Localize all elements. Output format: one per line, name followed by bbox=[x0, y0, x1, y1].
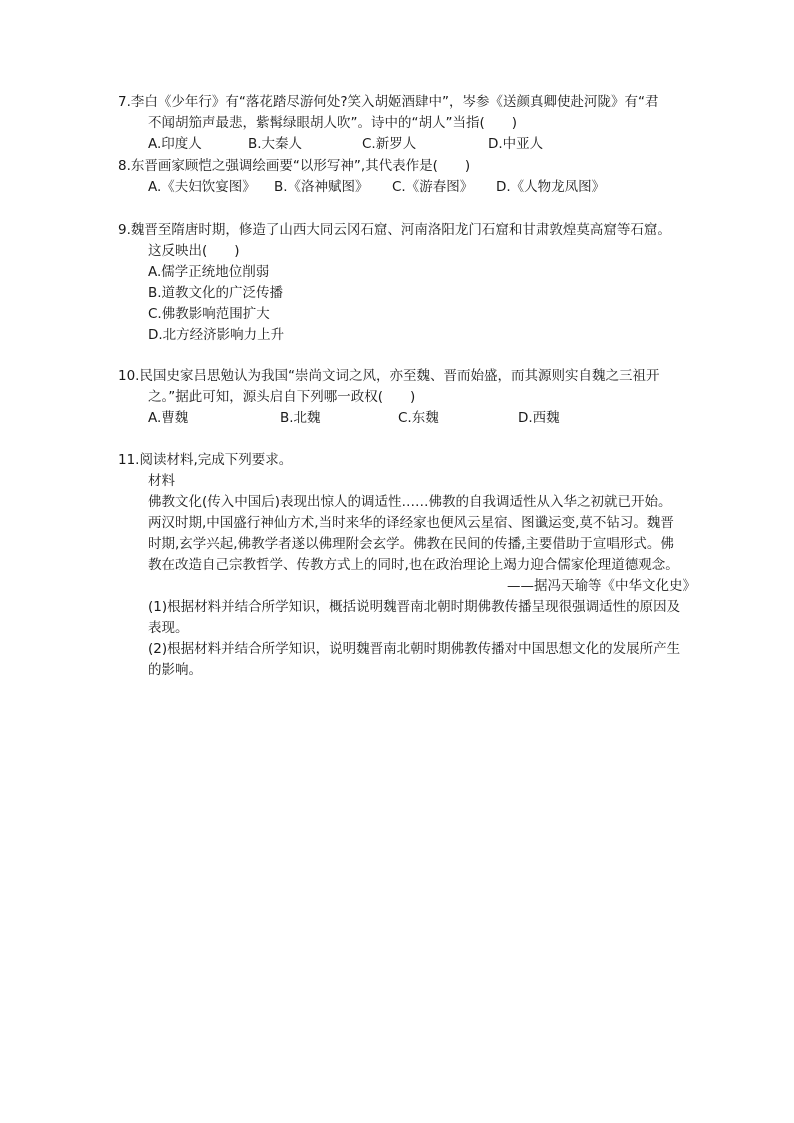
question-7-option-d: D.中亚人 bbox=[488, 136, 544, 152]
question-11-stem: 11.阅读材料,完成下列要求。 bbox=[118, 452, 293, 468]
question-7-option-a: A.印度人 bbox=[148, 136, 202, 152]
question-10-option-c: C.东魏 bbox=[398, 410, 439, 426]
question-7-option-c: C.新罗人 bbox=[362, 136, 417, 152]
question-10-stem-line-1: 10.民国史家吕思勉认为我国“崇尚文词之风，亦至魏、晋而始盛，而其源则实自魏之三祖开 bbox=[118, 368, 660, 384]
question-9-stem-line-2: 这反映出( ) bbox=[148, 243, 240, 259]
question-8 bbox=[118, 156, 708, 198]
question-7-option-b: B.大秦人 bbox=[248, 136, 303, 152]
question-11-sub-1-line-1: (1)根据材料并结合所学知识，概括说明魏晋南北朝时期佛教传播呈现很强调适性的原因及 bbox=[148, 599, 681, 615]
question-10-stem-line-2: 之。”据此可知，源头启自下列哪一政权( ) bbox=[148, 389, 416, 405]
question-10-option-d: D.西魏 bbox=[518, 410, 560, 426]
question-9-stem-line-1: 9.魏晋至隋唐时期，修造了山西大同云冈石窟、河南洛阳龙门石窟和甘肃敦煌莫高窟等石窟。 bbox=[118, 222, 671, 238]
question-9-option-c: C.佛教影响范围扩大 bbox=[148, 306, 270, 322]
question-8-option-b: B.《洛神赋图》 bbox=[274, 179, 369, 195]
material-line-1: 佛教文化(传入中国后)表现出惊人的调适性……佛教的自我调适性从入华之初就已开始。 bbox=[148, 494, 672, 510]
material-line-2: 两汉时期,中国盛行神仙方术,当时来华的译经家也便风云星宿、图谶运变,莫不钻习。魏晋 bbox=[148, 515, 674, 531]
question-8-option-d: D.《人物龙凤图》 bbox=[496, 179, 606, 195]
material-line-4: 教在改造自己宗教哲学、传教方式上的同时,也在政治理论上竭力迎合儒家伦理道德观念。 bbox=[148, 557, 679, 573]
question-9 bbox=[118, 220, 708, 346]
question-7-stem-line-2: 不闻胡笳声最悲，紫髯绿眼胡人吹”。诗中的“胡人”当指( ) bbox=[148, 115, 518, 131]
question-9-option-a: A.儒学正统地位削弱 bbox=[148, 264, 270, 280]
material-label: 材料 bbox=[148, 473, 175, 489]
question-8-option-a: A.《夫妇饮宴图》 bbox=[148, 179, 256, 195]
question-7 bbox=[118, 92, 708, 155]
question-10-option-a: A.曹魏 bbox=[148, 410, 189, 426]
question-11 bbox=[118, 450, 708, 681]
question-10 bbox=[118, 366, 708, 429]
question-8-option-c: C.《游春图》 bbox=[392, 179, 474, 195]
question-11-sub-2-line-2: 的影响。 bbox=[148, 662, 202, 678]
material-line-3: 时期,玄学兴起,佛教学者遂以佛理附会玄学。佛教在民间的传播,主要借助于宣唱形式。佛 bbox=[148, 536, 674, 552]
question-9-option-b: B.道教文化的广泛传播 bbox=[148, 285, 284, 301]
material-source: ——据冯天瑜等《中华文化史》 bbox=[507, 578, 696, 594]
question-8-options bbox=[118, 177, 708, 198]
question-8-stem: 8.东晋画家顾恺之强调绘画要“以形写神”,其代表作是( ) bbox=[118, 158, 471, 174]
question-9-option-d: D.北方经济影响力上升 bbox=[148, 327, 285, 343]
question-7-stem-line-1: 7.李白《少年行》有“落花踏尽游何处?笑入胡姬酒肆中”，岑参《送颜真卿使赴河陇》有“君 bbox=[118, 94, 659, 110]
question-11-sub-1-line-2: 表现。 bbox=[148, 620, 189, 636]
question-7-options bbox=[118, 134, 708, 155]
question-10-options bbox=[118, 408, 708, 429]
question-10-option-b: B.北魏 bbox=[280, 410, 321, 426]
question-11-sub-2-line-1: (2)根据材料并结合所学知识，说明魏晋南北朝时期佛教传播对中国思想文化的发展所产生 bbox=[148, 641, 681, 657]
